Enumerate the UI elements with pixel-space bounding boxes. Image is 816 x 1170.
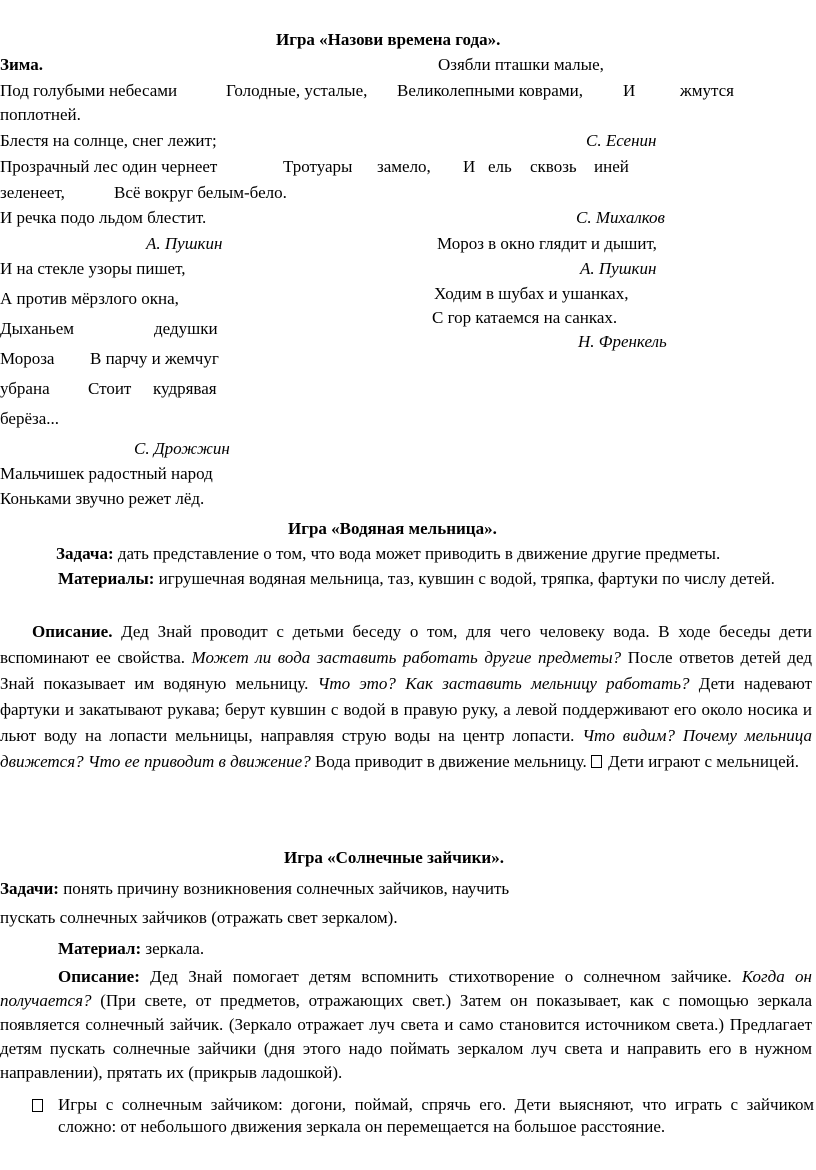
poem-line: убрана [0, 379, 50, 398]
material-label: Материал: [58, 939, 142, 958]
description-question: Что это? Как заставить мельницу работать? [317, 674, 690, 693]
game2-task [0, 543, 812, 565]
poem-line: В парчу и жемчуг [90, 349, 219, 368]
game3-material [58, 940, 204, 957]
poem-line: Мороза [0, 349, 55, 368]
poem-line: ель [488, 157, 512, 176]
description-text: Вода приводит в движение мельницу. [310, 752, 592, 771]
game3-bullet: Игры с солнечным зайчиком: догони, поймай, спрячь его. Дети выясняют, что играть с зайчиком сложно: от небольшого движения зеркала он перемещается на большое расстояние. [58, 1095, 814, 1136]
game3-tasks-cont: пускать солнечных зайчиков (отражать свет зеркалом). [0, 908, 398, 927]
description-text: Дед Знай проводит с детьми беседу о том, для чего человеку вода. В ходе беседы дети вспоминают ее свойства. [0, 622, 812, 667]
poem-line: И на стекле узоры пишет, [0, 259, 186, 278]
description-text: Дед Знай помогает детям вспомнить стихотворение о солнечном зайчике. [139, 967, 742, 986]
poem-line: замело, [377, 157, 431, 176]
poem-line: Мальчишек радостный народ [0, 464, 213, 483]
poem-line: жмутся [680, 81, 735, 100]
poem-line: дедушки [154, 319, 218, 338]
game3-title: Игра «Солнечные зайчики». [284, 848, 504, 867]
game1-title: Игра «Назови времена года». [276, 30, 501, 49]
poem-line: Голодные, усталые, [226, 81, 368, 100]
game2-title: Игра «Водяная мельница». [288, 519, 497, 538]
poem-line: Под голубыми небесами [0, 81, 178, 100]
poem-line: сквозь [530, 157, 577, 176]
description-label: Описание: [58, 967, 140, 986]
description-question: Что видим? Почему мельница движется? Что ее приводит в движение? [0, 726, 813, 771]
poem-line: Тротуары [283, 157, 353, 176]
poem-line: Ходим в шубах и ушанках, [434, 284, 629, 303]
material-text: зеркала. [141, 939, 205, 958]
bullet-box-icon [32, 1097, 43, 1114]
materials-label: Материалы: [58, 569, 155, 588]
poem-line: Стоит [88, 379, 132, 398]
description-question: Когда он получается? [0, 967, 812, 1010]
poem-line: Прозрачный лес один чернеет [0, 157, 218, 176]
poem-line: И [623, 81, 636, 100]
description-text: Дети надевают фартуки и закатывают рукава; берут кувшин с водой в правую руку, а левой поддерживают его около носика и льют воду на лопасти мельницы, направляя струю воды на центр лопасти. [0, 674, 812, 745]
poem-line: Великолепными коврами, [397, 81, 583, 100]
game2-description [0, 619, 812, 775]
poem-line: Озябли пташки малые, [438, 55, 604, 74]
tasks-text: понять причину возникновения солнечных зайчиков, научить [58, 879, 510, 898]
poem-author: С. Дрожжин [134, 439, 230, 458]
poem-author: А. Пушкин [580, 259, 657, 278]
game3-description [0, 965, 812, 1085]
poem-line: иней [594, 157, 629, 176]
winter-heading: Зима. [0, 55, 43, 74]
tasks-label: Задачи: [0, 879, 59, 898]
task-text: дать представление о том, что вода может приводить в движение другие предметы. [113, 544, 721, 563]
poem-line: А против мёрзлого окна, [0, 289, 179, 308]
description-label: Описание. [32, 622, 113, 641]
poem-line: Мороз в окно глядит и дышит, [437, 234, 657, 253]
checkbox-glyph-icon [591, 755, 602, 768]
game3-tasks [0, 880, 509, 897]
poem-line: зеленеет, [0, 183, 65, 202]
materials-text: игрушечная водяная мельница, таз, кувшин с водой, тряпка, фартуки по числу детей. [154, 569, 775, 588]
poem-line: берёза... [0, 409, 60, 428]
description-question: Может ли вода заставить работать другие предметы? [191, 648, 622, 667]
poem-line: И [463, 157, 476, 176]
description-text: Дети играют с мельницей. [608, 752, 799, 771]
poem-line: С гор катаемся на санках. [432, 308, 618, 327]
description-text: (При свете, от предметов, отражающих свет.) Затем он показывает, как с помощью зеркала появляется солнечный зайчик. (Зеркало отражает луч света и само становится источником света.) Предлагает детям пускать солнечные зайчики (дня этого надо поймать зеркалом луч света и направить его в нужном направлении), прятать их (прикрыв ладошкой). [0, 991, 812, 1082]
poem-line: Коньками звучно режет лёд. [0, 489, 205, 508]
poem-line: поплотней. [0, 105, 81, 124]
poem-author: С. Есенин [586, 131, 657, 150]
game2-materials [0, 568, 812, 590]
poem-line: Блестя на солнце, снег лежит; [0, 131, 217, 150]
task-label: Задача: [56, 544, 114, 563]
poem-author: А. Пушкин [146, 234, 223, 253]
poem-line: И речка подо льдом блестит. [0, 208, 207, 227]
description-text: После ответов детей дед Знай показывает им водяную мельницу. [0, 648, 812, 693]
poem-line: кудрявая [153, 379, 217, 398]
poem-author: С. Михалков [576, 208, 665, 227]
poem-author: Н. Френкель [578, 332, 667, 351]
poem-line: Дыханьем [0, 319, 74, 338]
poem-line: Всё вокруг белым-бело. [114, 183, 287, 202]
